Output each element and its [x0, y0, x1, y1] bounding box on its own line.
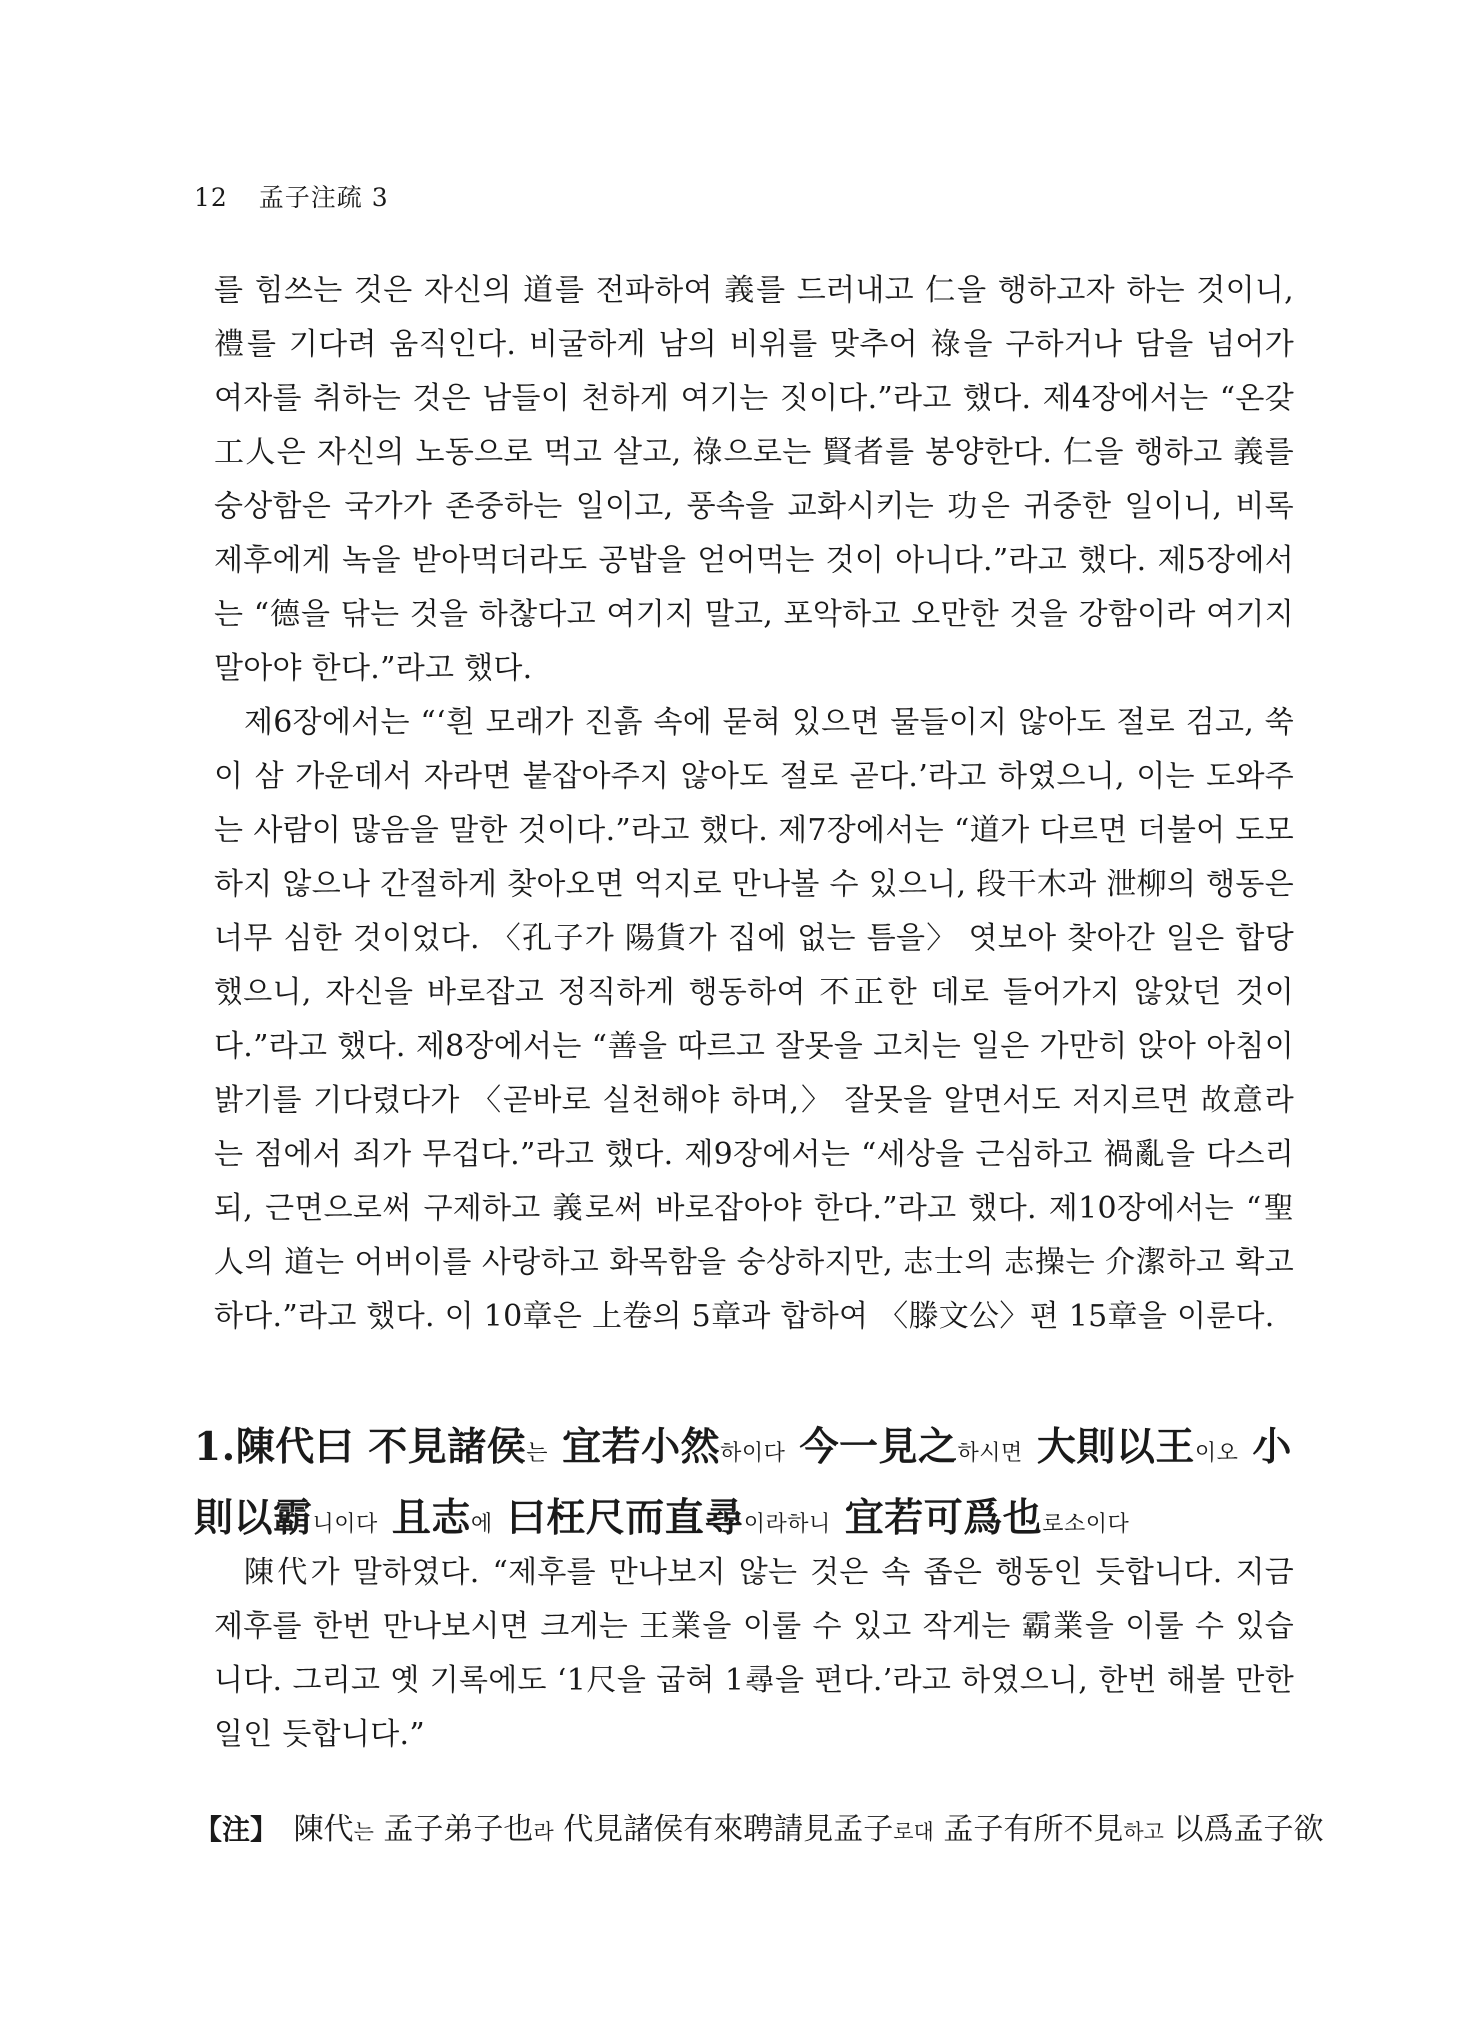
classical-text: 宜若可爲也: [830, 1495, 1043, 1541]
paragraph: 陳代가 말하였다. “제후를 만나보지 않는 것은 속 좁은 행동인 듯합니다. 지금 제후를 한번 만나보시면 크게는 王業을 이룰 수 있고 작게는 霸業을 이룰 수 있습니다. 그리고 옛 기록에도 ‘1尺을 굽혀 1尋을 편다.’라고 하였으니, 한번 해볼 만한 일인 듯합니다.”: [214, 1555, 1294, 1752]
note-tag: 【注】: [194, 1813, 279, 1846]
translation: [214, 1546, 1294, 1762]
particle-text: 하고: [1123, 1820, 1164, 1844]
classical-text-heading: [194, 1415, 1304, 1557]
page-number: 12: [194, 183, 228, 212]
classical-text: 小則以霸: [194, 1424, 1292, 1541]
classical-text: 孟子有所不見: [933, 1812, 1124, 1847]
particle-text: 로대: [893, 1820, 934, 1844]
classical-text: 今一見之: [785, 1424, 958, 1470]
classical-text: 1.陳代曰 不見諸侯: [194, 1424, 527, 1470]
classical-text: 宜若小然: [548, 1424, 721, 1470]
classical-text: 曰枉尺而直尋: [492, 1495, 744, 1541]
classical-text: 陳代: [293, 1812, 354, 1847]
particle-text: 하이다: [720, 1441, 786, 1466]
paragraph: 제6장에서는 “‘흰 모래가 진흙 속에 묻혀 있으면 물들이지 않아도 절로 검고, 쑥이 삼 가운데서 자라면 붙잡아주지 않아도 절로 곧다.’라고 하였으니, 이는 도와주는 사람이 많음을 말한 것이다.”라고 했다. 제7장에서는 “道가 다르면 더불어 도모하지 않으나 간절하게 찾아오면 억지로 만나볼 수 있으니, 段干木과 泄柳의 행동은 너무 심한 것이었다. 〈孔子가 陽貨가 집에 없는 틈을〉 엿보아 찾아간 일은 합당했으니, 자신을 바로잡고 정직하게 행동하여 不正한 데로 들어가지 않았던 것이다.”라고 했다. 제8장에서는 “善을 따르고 잘못을 고치는 일은 가만히 앉아 아침이 밝기를 기다렸다가 〈곧바로 실천해야 하며,〉 잘못을 알면서도 저지르면 故意라는 점에서 죄가 무겁다.”라고 했다. 제9장에서는 “세상을 근심하고 禍亂을 다스리되, 근면으로써 구제하고 義로써 바로잡아야 한다.”라고 했다. 제10장에서는 “聖人의 道는 어버이를 사랑하고 화목함을 숭상하지만, 志士의 志操는 介潔하고 확고하다.”라고 했다. 이 10章은 上卷의 5章과 합하여 〈滕文公〉편 15章을 이룬다.: [214, 705, 1294, 1334]
annotation-note: [194, 1807, 1324, 1855]
book-title: 孟子注疏 3: [258, 183, 389, 212]
particle-text: 이라하니: [743, 1512, 831, 1537]
particle-text: 라: [533, 1820, 554, 1844]
paragraph: 를 힘쓰는 것은 자신의 道를 전파하여 義를 드러내고 仁을 행하고자 하는 것이니, 禮를 기다려 움직인다. 비굴하게 남의 비위를 맞추어 祿을 구하거나 담을 넘어가 여자를 취하는 것은 남들이 천하게 여기는 짓이다.”라고 했다. 제4장에서는 “온갖 工人은 자신의 노동으로 먹고 살고, 祿으로는 賢者를 봉양한다. 仁을 행하고 義를 숭상함은 국가가 존중하는 일이고, 풍속을 교화시키는 功은 귀중한 일이니, 비록 제후에게 녹을 받아먹더라도 공밥을 얻어먹는 것이 아니다.”라고 했다. 제5장에서는 “德을 닦는 것을 하찮다고 여기지 말고, 포악하고 오만한 것을 강함이라 여기지 말아야 한다.”라고 했다.: [214, 273, 1294, 686]
particle-text: 이오: [1194, 1441, 1239, 1466]
running-header: [194, 178, 389, 214]
particle-text: 에: [470, 1512, 493, 1537]
particle-text: 는: [526, 1441, 549, 1466]
classical-text: 大則以王: [1022, 1424, 1195, 1470]
commentary-summary: [214, 264, 1294, 1344]
classical-text: 孟子弟子也: [373, 1812, 534, 1847]
particle-text: 로소이다: [1042, 1512, 1130, 1537]
particle-text: 니이다: [312, 1512, 378, 1537]
classical-text: 以爲孟子欲: [1163, 1812, 1324, 1847]
particle-text: 하시면: [957, 1441, 1023, 1466]
classical-text: 代見諸侯有來聘請見孟子: [553, 1812, 894, 1847]
classical-text: 且志: [377, 1495, 471, 1541]
particle-text: 는: [353, 1820, 374, 1844]
